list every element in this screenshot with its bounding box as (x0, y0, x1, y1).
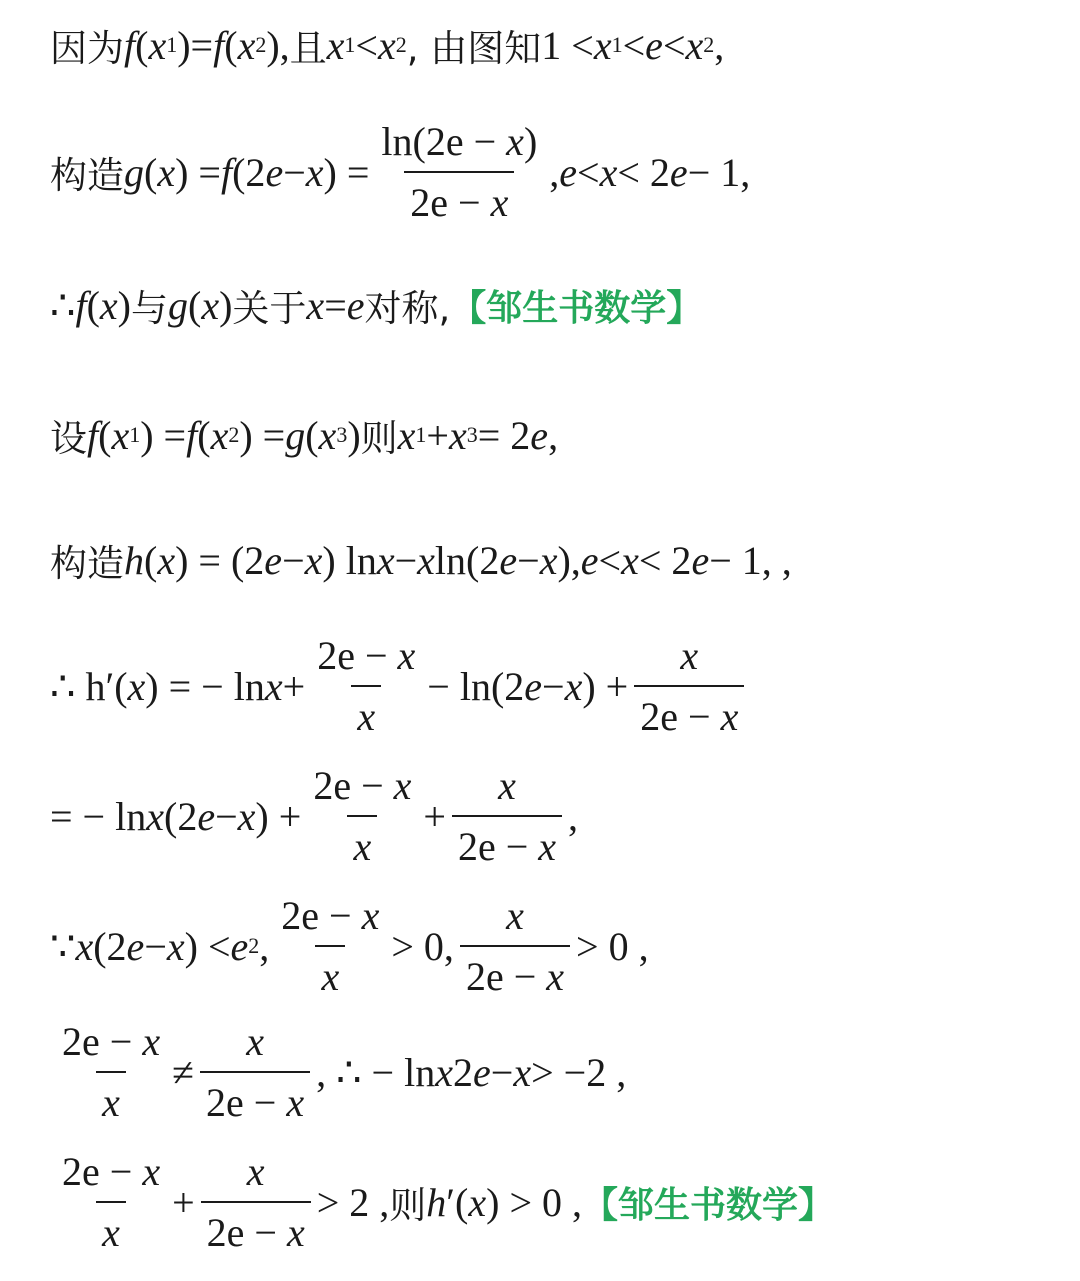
fraction-numerator: 2e − x (317, 633, 416, 678)
line-8 (50, 1018, 626, 1126)
math-variable: e (691, 537, 710, 583)
fraction-denominator: 2e − x (460, 945, 570, 1000)
math-text: + (282, 663, 306, 709)
math-text: − (282, 537, 305, 583)
math-text: + (426, 412, 449, 458)
math-variable: e (346, 282, 365, 328)
math-text: + (423, 793, 446, 839)
fraction-denominator: 2e − x (404, 171, 514, 226)
fraction-denominator: x (315, 945, 345, 1000)
math-text: < (577, 149, 600, 195)
math-text: = 2 (477, 412, 531, 458)
line-0 (50, 18, 724, 72)
math-variable: f (220, 149, 233, 195)
fraction-denominator: x (96, 1201, 126, 1256)
fraction-denominator: 2e − x (200, 1071, 310, 1126)
math-variable: x (448, 412, 467, 458)
chinese-text: 且 (289, 27, 327, 70)
chinese-text: 设 (50, 417, 87, 460)
math-variable: x (210, 412, 229, 458)
math-variable: e (530, 412, 549, 458)
math-variable: x (264, 663, 283, 709)
math-text: > 0 , (576, 923, 649, 969)
math-variable: x (305, 149, 324, 195)
math-variable: e (264, 537, 283, 583)
fraction-numerator: x (246, 1019, 264, 1064)
math-variable: x (621, 537, 639, 583)
subscript: 1 (166, 32, 178, 57)
subscript: 2 (228, 422, 240, 447)
math-text: < 2 (638, 537, 692, 583)
math-variable: g (285, 412, 306, 458)
fraction-numerator: x (506, 893, 524, 938)
chinese-text: 关于 (232, 287, 307, 330)
fraction-denominator: 2e − x (634, 685, 744, 740)
math-text: − 1, (687, 149, 751, 195)
math-text: < 2 (617, 149, 670, 195)
line-7 (50, 892, 649, 1000)
math-text: ) (177, 22, 191, 68)
math-text: ∴ (50, 282, 76, 328)
math-text: − (283, 149, 306, 195)
line-1 (50, 118, 750, 226)
math-variable: g (124, 149, 144, 195)
watermark-tag: 【邹生书数学】 (582, 1184, 835, 1226)
math-text: − (490, 1049, 514, 1095)
fraction-denominator: x (347, 815, 377, 870)
math-text: < (355, 22, 378, 68)
line-5 (50, 632, 750, 740)
math-text: ) + (255, 793, 302, 839)
math-variable: x (435, 1049, 453, 1095)
fraction-numerator: 2e − x (313, 763, 412, 808)
math-variable: x (111, 412, 130, 458)
subscript: 3 (336, 422, 348, 447)
math-text: − ln(2 (427, 663, 525, 709)
superscript: 2 (248, 933, 260, 958)
subscript: 3 (466, 422, 478, 447)
math-variable: x (157, 149, 176, 195)
math-text: = − ln (50, 793, 147, 839)
subscript: 1 (129, 422, 141, 447)
math-text: ′( (446, 1179, 469, 1225)
math-variable: x (127, 663, 146, 709)
math-variable: f (213, 22, 225, 68)
math-text: = (190, 22, 214, 68)
subscript: 1 (611, 32, 623, 57)
math-variable: x (685, 22, 704, 68)
math-variable: x (593, 22, 612, 68)
math-text: ) = (239, 412, 286, 458)
math-text: > 0, (391, 923, 454, 969)
math-variable: x (417, 537, 435, 583)
fraction-numerator: 2e − x (281, 893, 380, 938)
math-variable: e (473, 1049, 491, 1095)
chinese-text: 与 (131, 287, 168, 330)
line-9 (50, 1148, 834, 1256)
line-6 (50, 762, 578, 870)
math-variable: e (230, 923, 249, 969)
math-text: (2 (164, 793, 198, 839)
math-text: ( (197, 412, 211, 458)
math-text: ( (135, 22, 149, 68)
math-text: − (517, 537, 540, 583)
line-4 (50, 533, 792, 587)
fraction (452, 762, 562, 870)
fraction (201, 1148, 311, 1256)
math-variable: f (186, 412, 198, 458)
fraction (460, 892, 570, 1000)
math-variable: x (166, 923, 185, 969)
math-variable: x (99, 282, 118, 328)
math-variable: x (377, 22, 396, 68)
subscript: 2 (395, 32, 407, 57)
subscript: 1 (415, 422, 427, 447)
chinese-text: 则 (389, 1184, 427, 1227)
math-text: , (259, 923, 270, 969)
fraction-numerator: 2e − x (62, 1019, 161, 1064)
fraction (56, 1018, 166, 1126)
fraction (375, 118, 543, 226)
math-text: ) ln (322, 537, 377, 583)
chinese-text: 对称, (364, 287, 451, 330)
math-text: ( (224, 22, 238, 68)
math-text: ) = (2 (175, 537, 265, 583)
math-text: > −2 , (531, 1049, 627, 1095)
fraction-denominator: 2e − x (452, 815, 562, 870)
math-text: 2 (453, 1049, 473, 1095)
math-text: ) < (184, 923, 231, 969)
math-variable: x (513, 1049, 532, 1095)
line-3 (50, 408, 558, 462)
fraction (634, 632, 744, 740)
math-variable: e (559, 149, 578, 195)
math-variable: x (397, 412, 416, 458)
math-variable: f (124, 22, 136, 68)
fraction-numerator: ln(2e − x) (381, 119, 538, 164)
math-text: ( (305, 412, 319, 458)
fraction-denominator: 2e − x (201, 1201, 311, 1256)
math-text: + (172, 1179, 195, 1225)
math-text: ( (144, 149, 158, 195)
math-variable: x (318, 412, 337, 458)
math-text: ( (98, 412, 112, 458)
math-text: − (144, 923, 167, 969)
fraction-numerator: 2e − x (62, 1149, 161, 1194)
math-text: ) = (140, 412, 187, 458)
math-text: ) (117, 282, 131, 328)
math-text: 1 < (541, 22, 594, 68)
math-text: < (598, 537, 622, 583)
math-text: ) (219, 282, 233, 328)
math-text: ) > 0 , (486, 1179, 583, 1225)
fraction (311, 632, 421, 740)
math-text: ( (144, 537, 158, 583)
math-variable: e (645, 22, 663, 68)
fraction (275, 892, 385, 1000)
math-text: ∵ (50, 923, 76, 969)
watermark-tag: 【邹生书数学】 (450, 287, 703, 329)
math-text: , ∴ − ln (316, 1049, 436, 1095)
math-text: > 2 , (316, 1179, 390, 1225)
fraction-numerator: x (246, 1149, 265, 1194)
math-variable: x (599, 149, 618, 195)
math-text: ( (86, 282, 100, 328)
math-variable: f (87, 412, 99, 458)
math-variable: x (376, 537, 395, 583)
math-text: , (568, 793, 579, 839)
math-text: = (324, 282, 347, 328)
math-text: , (548, 412, 559, 458)
math-variable: h (426, 1179, 447, 1225)
math-variable: x (326, 22, 345, 68)
math-text: < (622, 22, 646, 68)
math-variable: e (669, 149, 688, 195)
math-variable: e (197, 793, 216, 839)
math-text: (2 (232, 149, 266, 195)
math-text: < (662, 22, 686, 68)
math-text: ) (347, 412, 361, 458)
math-variable: x (306, 282, 325, 328)
math-text: ) = (175, 149, 221, 195)
chinese-text: 则 (360, 417, 398, 460)
math-text: ∴ h′( (50, 663, 128, 709)
math-variable: x (75, 923, 94, 969)
math-variable: x (468, 1179, 487, 1225)
math-variable: x (237, 793, 256, 839)
math-text: , (549, 149, 560, 195)
math-text: ≠ (172, 1049, 195, 1095)
subscript: 2 (703, 32, 715, 57)
chinese-text: 构造 (50, 542, 124, 585)
math-text: ), (266, 22, 290, 68)
subscript: 2 (255, 32, 267, 57)
math-variable: x (304, 537, 323, 583)
math-text: − (394, 537, 418, 583)
math-variable: x (539, 537, 558, 583)
math-variable: h (124, 537, 144, 583)
math-variable: x (146, 793, 164, 839)
chinese-text: 构造 (50, 154, 124, 197)
line-2 (50, 278, 702, 332)
fraction (56, 1148, 166, 1256)
math-text: ) = (323, 149, 370, 195)
fraction-numerator: x (498, 763, 516, 808)
math-variable: e (580, 537, 599, 583)
math-text: ( (188, 282, 202, 328)
fraction (307, 762, 417, 870)
math-text: ) = − ln (145, 663, 265, 709)
math-text: − 1, , (709, 537, 792, 583)
math-variable: x (237, 22, 256, 68)
math-variable: x (157, 537, 176, 583)
math-text: , (714, 22, 725, 68)
fraction (200, 1018, 310, 1126)
math-variable: e (265, 149, 284, 195)
math-variable: e (524, 663, 543, 709)
math-variable: e (499, 537, 518, 583)
math-variable: x (564, 663, 583, 709)
math-variable: x (148, 22, 167, 68)
math-variable: g (168, 282, 188, 328)
math-variable: e (126, 923, 145, 969)
math-text: ) + (582, 663, 629, 709)
subscript: 1 (344, 32, 356, 57)
math-text: − (542, 663, 565, 709)
chinese-text: , 由图知 (406, 27, 542, 70)
math-text: ), (557, 537, 581, 583)
fraction-denominator: x (351, 685, 381, 740)
math-variable: f (75, 282, 87, 328)
math-text: ln(2 (434, 537, 500, 583)
chinese-text: 因为 (50, 27, 124, 70)
fraction-denominator: x (96, 1071, 126, 1126)
math-text: (2 (93, 923, 127, 969)
math-variable: x (201, 282, 220, 328)
math-text: − (215, 793, 238, 839)
fraction-numerator: x (680, 633, 699, 678)
